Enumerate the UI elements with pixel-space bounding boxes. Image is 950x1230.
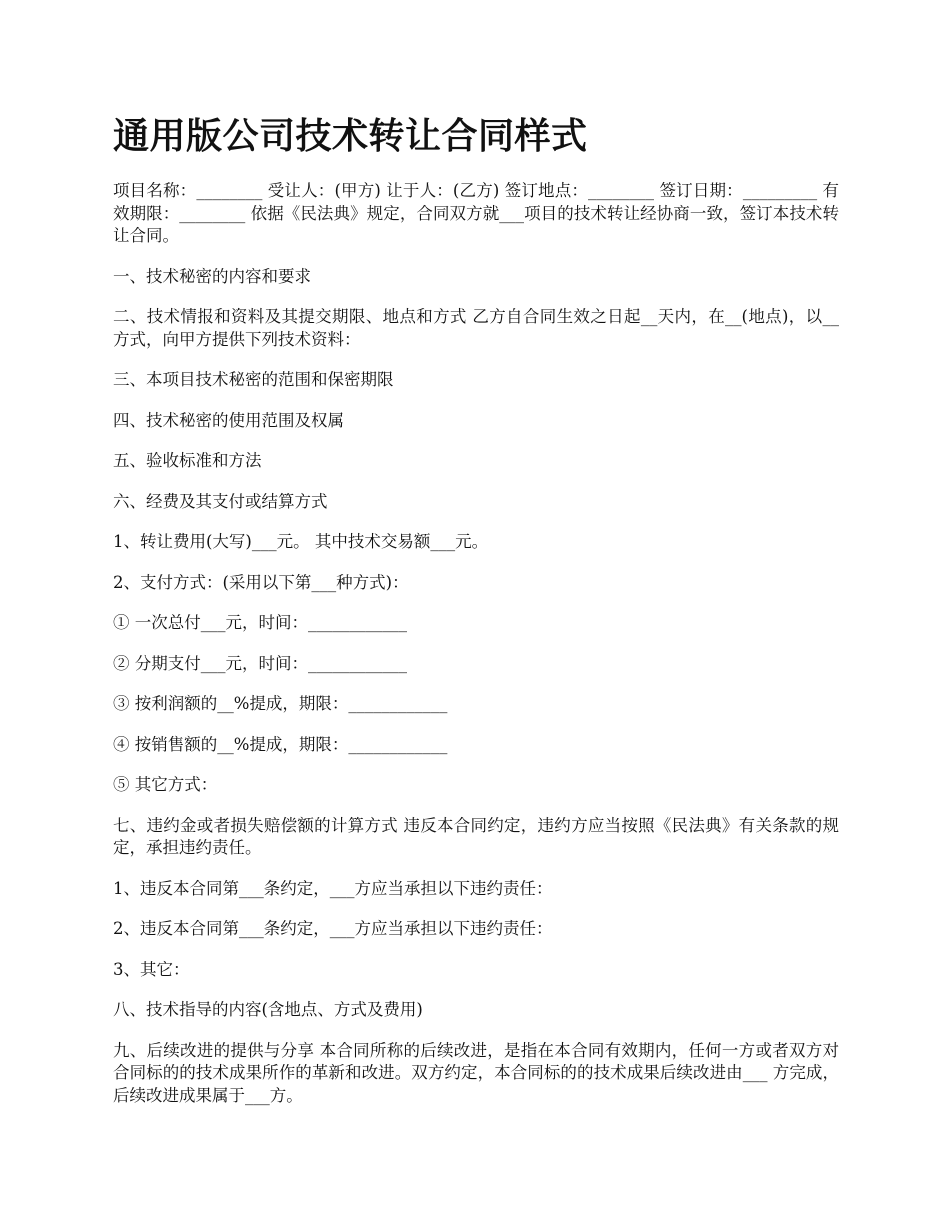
- section-heading-8: 八、技术指导的内容(含地点、方式及费用): [113, 1000, 423, 1019]
- intro-paragraph: 项目名称：________ 受让人：(甲方) 让于人：(乙方) 签订地点：________ 签订日期：_________ 有效期限：________ 依据《民法典》规定，合同双方就___项目的技术转让经协商一致，签订本技术转让合同。: [113, 181, 839, 245]
- section-heading-5: 五、验收标准和方法: [113, 451, 262, 470]
- section-heading-2: 二、技术情报和资料及其提交期限、地点和方式 乙方自合同生效之日起__天内，在__(地点)，以__方式，向甲方提供下列技术资料：: [113, 307, 839, 349]
- section-heading-9: 九、后续改进的提供与分享 本合同所称的后续改进，是指在本合同有效期内，任何一方或者双方对合同标的的技术成果所作的革新和改进。双方约定，本合同标的的技术成果后续改进由___ 方完成，后续改进成果属于___方。: [113, 1040, 839, 1105]
- section-heading-4: 四、技术秘密的使用范围及权属: [113, 410, 344, 430]
- section-heading-7: 七、违约金或者损失赔偿额的计算方式 违反本合同约定，违约方应当按照《民法典》有关条款的规定，承担违约责任。: [113, 815, 839, 857]
- clause-transfer-fee: 1、转让费用(大写)___元。 其中技术交易额___元。: [113, 532, 489, 551]
- section-heading-3: 三、本项目技术秘密的范围和保密期限: [113, 370, 394, 389]
- payment-option-1: ① 一次总付___元，时间：____________: [113, 613, 407, 632]
- breach-clause-3: 3、其它：: [113, 959, 190, 979]
- document-title: 通用版公司技术转让合同样式: [113, 116, 588, 157]
- section-heading-1: 一、技术秘密的内容和要求: [113, 266, 311, 286]
- section-heading-6: 六、经费及其支付或结算方式: [113, 491, 328, 511]
- breach-clause-2: 2、违反本合同第___条约定，___方应当承担以下违约责任：: [113, 919, 553, 938]
- clause-payment-method: 2、支付方式：(采用以下第___种方式)：: [113, 572, 409, 592]
- document-page: [113, 108, 839, 1125]
- payment-option-2: ② 分期支付___元，时间：____________: [113, 653, 407, 673]
- payment-option-5: ⑤ 其它方式：: [113, 775, 218, 794]
- payment-option-4: ④ 按销售额的__%提成，期限：____________: [113, 734, 448, 754]
- payment-option-3: ③ 按利润额的__%提成，期限：____________: [113, 694, 448, 713]
- breach-clause-1: 1、违反本合同第___条约定，___方应当承担以下违约责任：: [113, 878, 553, 898]
